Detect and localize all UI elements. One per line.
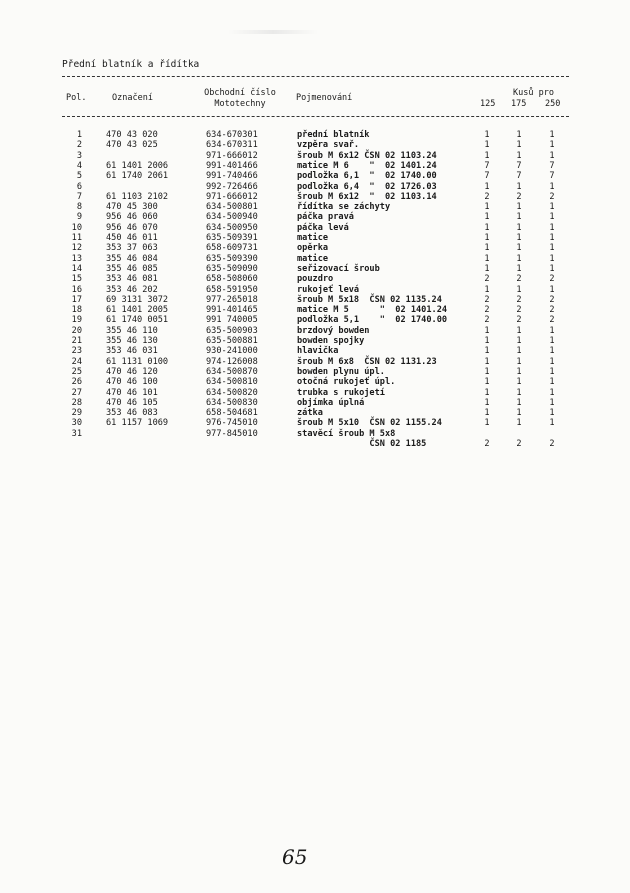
cell-qty-175: 1 xyxy=(516,222,522,233)
cell-qty-250: 2 xyxy=(549,315,555,326)
top-rule xyxy=(62,76,569,77)
cell-name: bowden plynu úpl. xyxy=(297,366,385,377)
cell-name: bowden spojky xyxy=(297,336,365,346)
cell-designation: 353 46 031 xyxy=(106,346,158,357)
cell-position: 15 xyxy=(71,274,82,285)
cell-designation: 61 1740 0051 xyxy=(106,315,169,326)
cell-qty-175: 1 xyxy=(516,212,522,223)
cell-qty-175: 1 xyxy=(516,397,522,408)
cell-qty-250: 1 xyxy=(549,130,555,140)
cell-designation: 470 46 120 xyxy=(106,366,158,377)
cell-name: otočná rukojeť úpl. xyxy=(297,377,396,388)
cell-name: řídítka se záchyty xyxy=(297,202,391,213)
cell-position: 1 xyxy=(76,130,82,140)
cell-qty-125: 1 xyxy=(484,202,490,213)
cell-trade-number: 658-508060 xyxy=(206,274,258,285)
cell-designation: 470 45 300 xyxy=(106,202,158,213)
cell-qty-125: 1 xyxy=(484,130,490,140)
cell-qty-125: 1 xyxy=(484,387,490,398)
cell-designation: 353 46 202 xyxy=(106,284,158,295)
cell-qty-250: 1 xyxy=(549,253,555,264)
cell-qty-250: 1 xyxy=(549,366,555,377)
header-rule xyxy=(62,116,569,117)
cell-qty-175: 1 xyxy=(516,336,522,346)
cell-qty-250: 1 xyxy=(549,336,555,346)
cell-qty-175: 2 xyxy=(516,274,522,285)
cell-designation: 355 46 110 xyxy=(106,325,158,336)
cell-designation: 470 46 101 xyxy=(106,387,158,398)
cell-designation: 69 3131 3072 xyxy=(106,294,169,305)
cell-qty-250: 1 xyxy=(549,408,555,419)
cell-trade-number: 634-670301 xyxy=(206,130,258,140)
cell-position: 11 xyxy=(71,233,82,243)
cell-trade-number: 991-401465 xyxy=(206,305,258,316)
cell-name: trubka s rukojetí xyxy=(297,387,385,398)
cell-name: páčka pravá xyxy=(297,212,354,223)
cell-qty-125: 1 xyxy=(484,408,490,419)
header-kusu-pro: Kusů pro xyxy=(513,88,554,98)
cell-name: stavěcí šroub M 5x8 xyxy=(297,428,396,439)
cell-trade-number: 658-504681 xyxy=(206,408,258,419)
cell-name: šroub M 6x8 ČSN 02 1131.23 xyxy=(297,356,437,367)
cell-name: brzdový bowden xyxy=(297,325,370,336)
cell-qty-175: 1 xyxy=(516,418,522,429)
cell-qty-250: 2 xyxy=(549,439,555,449)
cell-name: matice xyxy=(297,253,329,264)
cell-qty-175: 2 xyxy=(516,439,522,449)
cell-name: vzpěra svař. xyxy=(297,140,360,151)
cell-qty-175: 1 xyxy=(516,140,522,151)
cell-qty-125: 1 xyxy=(484,336,490,346)
cell-name: pouzdro xyxy=(297,274,334,285)
cell-qty-125: 1 xyxy=(484,222,490,233)
cell-position: 18 xyxy=(71,305,82,316)
cell-trade-number: 635-509390 xyxy=(206,253,258,264)
cell-qty-125: 1 xyxy=(484,346,490,357)
cell-qty-125: 1 xyxy=(484,140,490,151)
header-q250: 250 xyxy=(545,99,561,109)
cell-qty-250: 1 xyxy=(549,222,555,233)
cell-qty-250: 1 xyxy=(549,150,555,161)
cell-position: 24 xyxy=(71,356,82,367)
cell-qty-175: 1 xyxy=(516,233,522,243)
cell-designation: 61 1401 2005 xyxy=(106,305,169,316)
cell-qty-175: 1 xyxy=(516,181,522,192)
cell-position: 31 xyxy=(71,428,82,439)
cell-name: podložka 5,1 " 02 1740.00 xyxy=(297,315,448,326)
cell-qty-175: 1 xyxy=(516,356,522,367)
cell-qty-250: 2 xyxy=(549,274,555,285)
cell-qty-125: 2 xyxy=(484,305,490,316)
cell-trade-number: 634-500820 xyxy=(206,387,258,398)
cell-position: 26 xyxy=(71,377,82,388)
cell-position: 21 xyxy=(71,336,82,346)
cell-trade-number: 634-500950 xyxy=(206,222,258,233)
cell-qty-125: 1 xyxy=(484,356,490,367)
cell-qty-175: 1 xyxy=(516,325,522,336)
cell-qty-250: 1 xyxy=(549,181,555,192)
cell-qty-250: 1 xyxy=(549,263,555,274)
cell-trade-number: 635-509391 xyxy=(206,233,258,243)
cell-position: 23 xyxy=(71,346,82,357)
cell-qty-125: 1 xyxy=(484,397,490,408)
cell-qty-175: 7 xyxy=(516,171,522,182)
cell-qty-125: 1 xyxy=(484,418,490,429)
cell-qty-175: 1 xyxy=(516,263,522,274)
cell-qty-175: 2 xyxy=(516,305,522,316)
cell-qty-175: 7 xyxy=(516,160,522,171)
cell-name: šroub M 6x12 ČSN 02 1103.24 xyxy=(297,150,437,161)
cell-qty-125: 1 xyxy=(484,284,490,295)
cell-name: páčka levá xyxy=(297,222,349,233)
cell-position: 6 xyxy=(76,181,82,192)
cell-position: 29 xyxy=(71,408,82,419)
cell-name: rukojeť levá xyxy=(297,284,360,295)
header-obchodni-line1: Obchodní číslo xyxy=(204,88,276,98)
cell-qty-250: 1 xyxy=(549,202,555,213)
cell-qty-175: 2 xyxy=(516,191,522,202)
cell-designation: 353 46 081 xyxy=(106,274,158,285)
cell-position: 4 xyxy=(76,160,82,171)
cell-designation: 355 46 130 xyxy=(106,336,158,346)
cell-qty-125: 1 xyxy=(484,263,490,274)
cell-trade-number: 992-726466 xyxy=(206,181,258,192)
cell-designation: 61 1401 2006 xyxy=(106,160,169,171)
header-pojmenovani: Pojmenování xyxy=(296,93,353,103)
cell-trade-number: 635-500903 xyxy=(206,325,258,336)
cell-position: 17 xyxy=(71,294,82,305)
cell-position: 12 xyxy=(71,243,82,254)
cell-designation: 61 1740 2061 xyxy=(106,171,169,182)
cell-qty-250: 1 xyxy=(549,356,555,367)
cell-position: 2 xyxy=(76,140,82,151)
cell-designation: 956 46 060 xyxy=(106,212,158,223)
cell-trade-number: 991 740005 xyxy=(206,315,258,326)
cell-designation: 355 46 085 xyxy=(106,263,158,274)
cell-qty-125: 1 xyxy=(484,243,490,254)
cell-qty-250: 2 xyxy=(549,294,555,305)
cell-qty-125: 1 xyxy=(484,253,490,264)
cell-name: šroub M 5x10 ČSN 02 1155.24 xyxy=(297,418,442,429)
header-oznaceni: Označení xyxy=(112,93,153,103)
cell-qty-250: 1 xyxy=(549,377,555,388)
cell-qty-250: 2 xyxy=(549,305,555,316)
cell-position: 9 xyxy=(76,212,82,223)
cell-qty-250: 7 xyxy=(549,160,555,171)
cell-qty-175: 1 xyxy=(516,284,522,295)
cell-trade-number: 971-666012 xyxy=(206,150,258,161)
cell-qty-250: 1 xyxy=(549,387,555,398)
cell-qty-125: 7 xyxy=(484,160,490,171)
section-title: Přední blatník a řídítka xyxy=(62,59,200,70)
cell-trade-number: 635-509090 xyxy=(206,263,258,274)
cell-trade-number: 658-591950 xyxy=(206,284,258,295)
cell-designation: 353 46 083 xyxy=(106,408,158,419)
cell-qty-250: 1 xyxy=(549,243,555,254)
cell-name: ČSN 02 1185 xyxy=(297,439,427,449)
cell-qty-175: 1 xyxy=(516,243,522,254)
cell-trade-number: 976-745010 xyxy=(206,418,258,429)
cell-name: podložka 6,4 " 02 1726.03 xyxy=(297,181,437,192)
cell-trade-number: 635-500881 xyxy=(206,336,258,346)
cell-qty-250: 1 xyxy=(549,140,555,151)
cell-qty-250: 1 xyxy=(549,212,555,223)
cell-name: opěrka xyxy=(297,243,329,254)
cell-designation: 61 1157 1069 xyxy=(106,418,169,429)
cell-qty-175: 1 xyxy=(516,366,522,377)
cell-designation: 355 46 084 xyxy=(106,253,158,264)
cell-name: šroub M 6x12 " 02 1103.14 xyxy=(297,191,437,202)
cell-designation: 956 46 070 xyxy=(106,222,158,233)
cell-name: podložka 6,1 " 02 1740.00 xyxy=(297,171,437,182)
cell-qty-175: 1 xyxy=(516,377,522,388)
cell-trade-number: 977-845010 xyxy=(206,428,258,439)
cell-qty-175: 1 xyxy=(516,408,522,419)
cell-trade-number: 634-500801 xyxy=(206,202,258,213)
cell-position: 10 xyxy=(71,222,82,233)
cell-qty-175: 1 xyxy=(516,346,522,357)
cell-designation: 470 43 020 xyxy=(106,130,158,140)
cell-designation: 470 46 100 xyxy=(106,377,158,388)
cell-position: 5 xyxy=(76,171,82,182)
cell-qty-125: 1 xyxy=(484,233,490,243)
cell-qty-125: 2 xyxy=(484,274,490,285)
cell-trade-number: 634-500940 xyxy=(206,212,258,223)
header-obchodni-line2: Mototechny xyxy=(214,99,266,109)
cell-trade-number: 930-241000 xyxy=(206,346,258,357)
cell-name: matice xyxy=(297,233,329,243)
cell-name: matice M 6 " 02 1401.24 xyxy=(297,160,437,171)
cell-position: 20 xyxy=(71,325,82,336)
cell-trade-number: 634-670311 xyxy=(206,140,258,151)
cell-position: 14 xyxy=(71,263,82,274)
cell-qty-250: 7 xyxy=(549,171,555,182)
header-pol: Pol. xyxy=(66,93,87,103)
cell-qty-175: 1 xyxy=(516,130,522,140)
cell-designation: 470 43 025 xyxy=(106,140,158,151)
cell-qty-125: 7 xyxy=(484,171,490,182)
cell-qty-250: 1 xyxy=(549,284,555,295)
header-q175: 175 xyxy=(511,99,527,109)
cell-trade-number: 634-500810 xyxy=(206,377,258,388)
cell-position: 30 xyxy=(71,418,82,429)
cell-qty-250: 1 xyxy=(549,325,555,336)
cell-name: seřizovací šroub xyxy=(297,263,380,274)
cell-designation: 353 37 063 xyxy=(106,243,158,254)
cell-position: 25 xyxy=(71,366,82,377)
cell-trade-number: 974-126008 xyxy=(206,356,258,367)
cell-qty-125: 1 xyxy=(484,181,490,192)
cell-name: matice M 5 " 02 1401.24 xyxy=(297,305,448,316)
cell-qty-125: 1 xyxy=(484,325,490,336)
cell-position: 13 xyxy=(71,253,82,264)
cell-qty-250: 1 xyxy=(549,346,555,357)
cell-qty-125: 1 xyxy=(484,366,490,377)
cell-qty-175: 1 xyxy=(516,253,522,264)
cell-name: hlavička xyxy=(297,346,339,357)
header-obchodni xyxy=(190,88,290,110)
cell-name: přední blatník xyxy=(297,130,370,140)
cell-qty-175: 1 xyxy=(516,150,522,161)
cell-designation: 61 1131 0100 xyxy=(106,356,169,367)
cell-position: 19 xyxy=(71,315,82,326)
cell-qty-125: 2 xyxy=(484,315,490,326)
cell-qty-125: 2 xyxy=(484,439,490,449)
cell-position: 27 xyxy=(71,387,82,398)
header-q125: 125 xyxy=(480,99,496,109)
table-row xyxy=(0,439,630,450)
cell-qty-175: 2 xyxy=(516,294,522,305)
cell-position: 3 xyxy=(76,150,82,161)
cell-position: 28 xyxy=(71,397,82,408)
cell-trade-number: 634-500830 xyxy=(206,397,258,408)
cell-qty-125: 1 xyxy=(484,150,490,161)
cell-qty-175: 1 xyxy=(516,202,522,213)
cell-position: 16 xyxy=(71,284,82,295)
cell-qty-250: 2 xyxy=(549,191,555,202)
cell-trade-number: 991-740466 xyxy=(206,171,258,182)
cell-qty-175: 1 xyxy=(516,387,522,398)
cell-qty-125: 1 xyxy=(484,377,490,388)
cell-position: 8 xyxy=(76,202,82,213)
scan-smudge xyxy=(228,30,318,34)
cell-qty-125: 2 xyxy=(484,191,490,202)
cell-name: šroub M 5x18 ČSN 02 1135.24 xyxy=(297,294,442,305)
cell-trade-number: 991-401466 xyxy=(206,160,258,171)
cell-position: 7 xyxy=(76,191,82,202)
cell-qty-125: 2 xyxy=(484,294,490,305)
cell-trade-number: 971-666012 xyxy=(206,191,258,202)
cell-designation: 450 46 011 xyxy=(106,233,158,243)
cell-trade-number: 634-500870 xyxy=(206,366,258,377)
cell-trade-number: 977-265018 xyxy=(206,294,258,305)
cell-qty-125: 1 xyxy=(484,212,490,223)
cell-qty-250: 1 xyxy=(549,418,555,429)
cell-trade-number: 658-609731 xyxy=(206,243,258,254)
cell-designation: 61 1103 2102 xyxy=(106,191,169,202)
cell-name: objímka úplná xyxy=(297,397,365,408)
cell-qty-250: 1 xyxy=(549,397,555,408)
cell-qty-175: 2 xyxy=(516,315,522,326)
cell-designation: 470 46 105 xyxy=(106,397,158,408)
page-number: 65 xyxy=(282,845,308,869)
cell-qty-250: 1 xyxy=(549,233,555,243)
cell-name: zátka xyxy=(297,408,323,419)
